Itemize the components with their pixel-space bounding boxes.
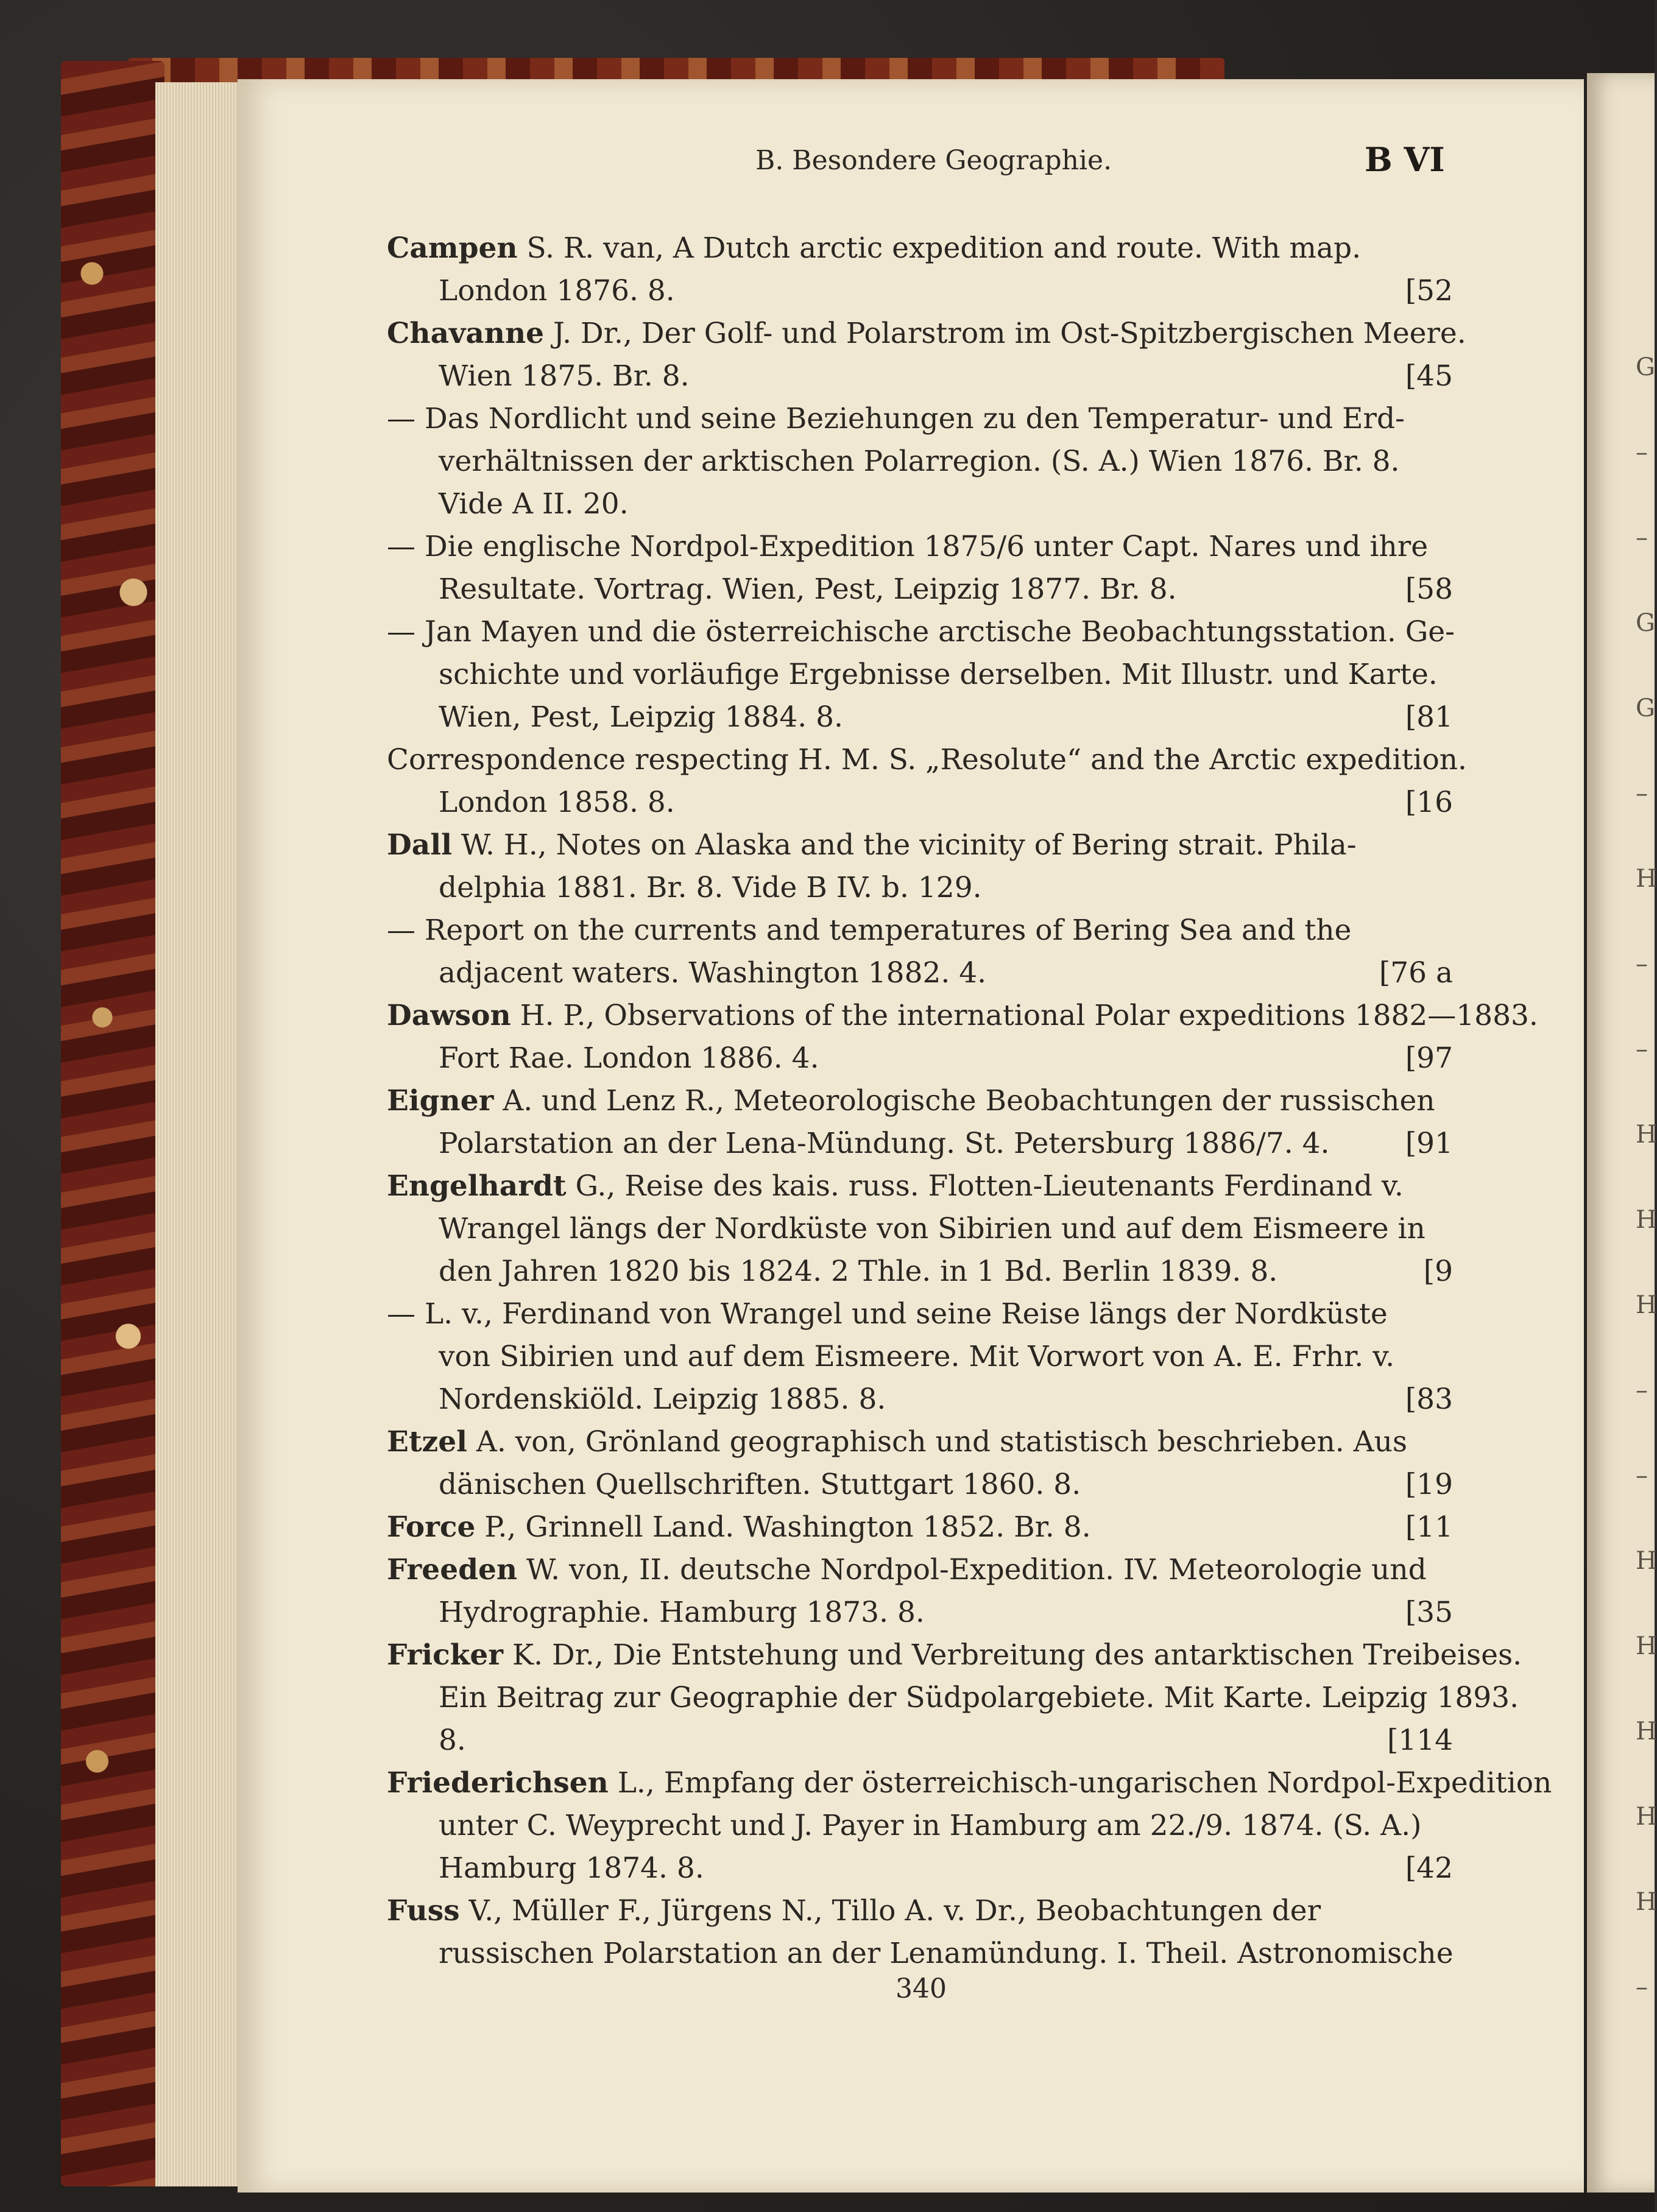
catalogue-number: [58 [1405, 572, 1453, 606]
entry-text: G., Reise des kais. russ. Flotten-Lieutenants Ferdinand v. [566, 1169, 1404, 1203]
section-code: B VI [1365, 140, 1445, 179]
entry-line [439, 1851, 704, 1885]
entry-text: P., Grinnell Land. Washington 1852. Br. 8. [475, 1510, 1091, 1544]
entry-text: dänischen Quellschriften. Stuttgart 1860. 8. [439, 1468, 1081, 1501]
facing-letter: – [1636, 439, 1648, 467]
catalogue-number: [97 [1405, 1041, 1453, 1075]
entry-line [439, 1468, 1081, 1501]
entry-text: verhältnissen der arktischen Polarregion. (S. A.) Wien 1876. Br. 8. [439, 445, 1400, 478]
author-name: Dawson [387, 999, 511, 1032]
entry-text: H. P., Observations of the international Polar expeditions 1882—1883. [511, 999, 1538, 1032]
entry-text: von Sibirien und auf dem Eismeere. Mit Vorwort von A. E. Frhr. v. [439, 1340, 1395, 1373]
entry-text: — Das Nordlicht und seine Beziehungen zu den Temperatur- und Erd- [387, 402, 1405, 435]
entry-text: Resultate. Vortrag. Wien, Pest, Leipzig 1877. Br. 8. [439, 572, 1177, 606]
catalogue-number: [19 [1405, 1468, 1453, 1501]
entry-line [387, 743, 1467, 777]
entry-line [387, 1084, 1435, 1118]
facing-letter: – [1636, 1973, 1648, 2001]
entry-text: den Jahren 1820 bis 1824. 2 Thle. in 1 Bd. Berlin 1839. 8. [439, 1255, 1278, 1288]
entry-line [439, 359, 690, 393]
facing-letter: G [1636, 353, 1655, 381]
entry-line [387, 1766, 1552, 1800]
entry-line [387, 231, 1361, 265]
entry-text: Ein Beitrag zur Geographie der Südpolargebiete. Mit Karte. Leipzig 1893. [439, 1681, 1519, 1714]
entry-line [387, 914, 1351, 947]
entry-line [439, 487, 629, 521]
entry-line [387, 615, 1455, 649]
facing-page-letters [1636, 0, 1655, 2212]
author-name: Dall [387, 828, 452, 862]
facing-letter: G [1636, 694, 1655, 722]
catalogue-number: [114 [1387, 1724, 1453, 1757]
entry-text: W. H., Notes on Alaska and the vicinity of Bering strait. Phila- [451, 828, 1357, 862]
entry-text: — Report on the currents and temperatures of Bering Sea and the [387, 914, 1352, 947]
entry-text: Wrangel längs der Nordküste von Sibirien und auf dem Eismeere in [439, 1212, 1426, 1245]
entry-text: S. R. van, A Dutch arctic expedition and route. With map. [517, 231, 1362, 265]
entry-line [439, 700, 843, 734]
entry-text: unter C. Weyprecht und J. Payer in Hamburg am 22./9. 1874. (S. A.) [439, 1809, 1422, 1842]
catalogue-number: [45 [1405, 359, 1453, 393]
author-name: Eigner [387, 1084, 494, 1118]
entry-line [439, 1127, 1330, 1160]
entry-text: — Die englische Nordpol-Expedition 1875/6 unter Capt. Nares und ihre [387, 530, 1429, 563]
author-name: Friederichsen [387, 1766, 609, 1800]
entry-text: Polarstation an der Lena-Mündung. St. Petersburg 1886/7. 4. [439, 1127, 1330, 1160]
author-name: Force [387, 1510, 476, 1544]
author-name: Chavanne [387, 317, 545, 350]
facing-letter: H [1636, 1547, 1657, 1575]
entry-line [387, 317, 1466, 350]
entry-line [439, 1041, 819, 1075]
entry-text: 8. [439, 1724, 466, 1757]
facing-letter: H [1636, 1888, 1657, 1916]
catalogue-number: [9 [1423, 1255, 1453, 1288]
entry-text: L., Empfang der österreichisch-ungarischen Nordpol-Expedition [608, 1766, 1552, 1800]
catalogue-number: [11 [1405, 1510, 1453, 1544]
entry-line [439, 871, 982, 904]
entry-line [387, 999, 1538, 1032]
entry-line [439, 445, 1399, 478]
facing-letter: H [1636, 1206, 1657, 1234]
author-name: Freeden [387, 1553, 518, 1587]
facing-letter: – [1636, 1376, 1648, 1404]
entry-text: V., Müller F., Jürgens N., Tillo A. v. Dr., Beobachtungen der [459, 1894, 1321, 1928]
catalogue-number: [16 [1405, 786, 1453, 819]
marbled-cover-edge [61, 61, 164, 2186]
entry-text: A. und Lenz R., Meteorologische Beobachtungen der russischen [493, 1084, 1435, 1118]
entry-line [387, 530, 1428, 563]
entry-text: W. von, II. deutsche Nordpol-Expedition. IV. Meteorologie und [517, 1553, 1427, 1587]
entry-line [439, 1596, 925, 1629]
entry-line [439, 1340, 1394, 1373]
entry-text: Vide A II. 20. [439, 487, 629, 521]
facing-letter: H [1636, 865, 1657, 893]
entry-text: — Jan Mayen und die österreichische arctische Beobachtungsstation. Ge- [387, 615, 1455, 649]
entry-text: schichte und vorläufige Ergebnisse derselben. Mit Illustr. und Karte. [439, 658, 1438, 691]
entry-line [439, 956, 986, 990]
author-name: Engelhardt [387, 1169, 567, 1203]
page-number: 340 [896, 1973, 947, 2004]
entry-line [439, 1681, 1519, 1714]
entry-line [387, 1297, 1388, 1331]
entry-line [387, 1894, 1321, 1928]
entry-line [387, 402, 1405, 435]
facing-letter: H [1636, 1632, 1657, 1660]
facing-letter: – [1636, 1035, 1648, 1063]
entry-line [387, 1169, 1404, 1203]
facing-letter: H [1636, 1717, 1657, 1745]
entry-text: J. Dr., Der Golf- und Polarstrom im Ost-Spitzbergischen Meere. [544, 317, 1466, 350]
catalogue-number: [35 [1405, 1596, 1453, 1629]
catalogue-number: [42 [1405, 1851, 1453, 1885]
entry-line [439, 1255, 1277, 1288]
facing-letter: – [1636, 1462, 1648, 1490]
author-name: Etzel [387, 1425, 467, 1459]
facing-letter: H [1636, 1803, 1657, 1831]
entry-line [439, 786, 675, 819]
entry-line [439, 1937, 1454, 1970]
running-header: B. Besondere Geographie. [755, 145, 1112, 176]
facing-letter: H [1636, 1291, 1657, 1319]
entry-text: Wien, Pest, Leipzig 1884. 8. [439, 700, 843, 734]
facing-letter: – [1636, 524, 1648, 552]
entry-text: A. von, Grönland geographisch und statistisch beschrieben. Aus [467, 1425, 1407, 1459]
catalogue-number: [83 [1405, 1382, 1453, 1416]
entry-text: delphia 1881. Br. 8. Vide B IV. b. 129. [439, 871, 982, 904]
entry-text: Hydrographie. Hamburg 1873. 8. [439, 1596, 925, 1629]
entry-text: Correspondence respecting H. M. S. „Resolute“ and the Arctic expedition. [387, 743, 1467, 777]
catalogue-number: [81 [1405, 700, 1453, 734]
entry-text: Fort Rae. London 1886. 4. [439, 1041, 819, 1075]
facing-letter: – [1636, 950, 1648, 978]
facing-letter: – [1636, 780, 1648, 808]
entry-line [387, 1510, 1091, 1544]
author-name: Fuss [387, 1894, 460, 1928]
author-name: Fricker [387, 1638, 504, 1672]
entry-line [387, 1425, 1407, 1459]
entry-line [439, 658, 1438, 691]
facing-letter: H [1636, 1121, 1657, 1149]
entry-text: — L. v., Ferdinand von Wrangel und seine Reise längs der Nordküste [387, 1297, 1388, 1331]
entry-text: russischen Polarstation an der Lenamündung. I. Theil. Astronomische [439, 1937, 1454, 1970]
entry-text: Wien 1875. Br. 8. [439, 359, 690, 393]
entry-line [387, 828, 1357, 862]
entry-line [439, 572, 1177, 606]
facing-letter: G [1636, 609, 1655, 637]
catalogue-number: [91 [1405, 1127, 1453, 1160]
entry-line [387, 1553, 1427, 1587]
entry-text: K. Dr., Die Entstehung und Verbreitung des antarktischen Treibeises. [503, 1638, 1522, 1672]
entry-text: London 1876. 8. [439, 274, 675, 308]
entry-text: adjacent waters. Washington 1882. 4. [439, 956, 987, 990]
entry-line [387, 1638, 1522, 1672]
author-name: Campen [387, 231, 518, 265]
entry-text: London 1858. 8. [439, 786, 675, 819]
entry-line [439, 1212, 1426, 1245]
entry-text: Hamburg 1874. 8. [439, 1851, 704, 1885]
entry-line [439, 274, 675, 308]
entry-line [439, 1382, 886, 1416]
entry-line [439, 1809, 1421, 1842]
catalogue-number: [76 a [1379, 956, 1453, 990]
entry-line [439, 1724, 466, 1757]
entry-text: Nordenskiöld. Leipzig 1885. 8. [439, 1382, 886, 1416]
catalogue-number: [52 [1405, 274, 1453, 308]
